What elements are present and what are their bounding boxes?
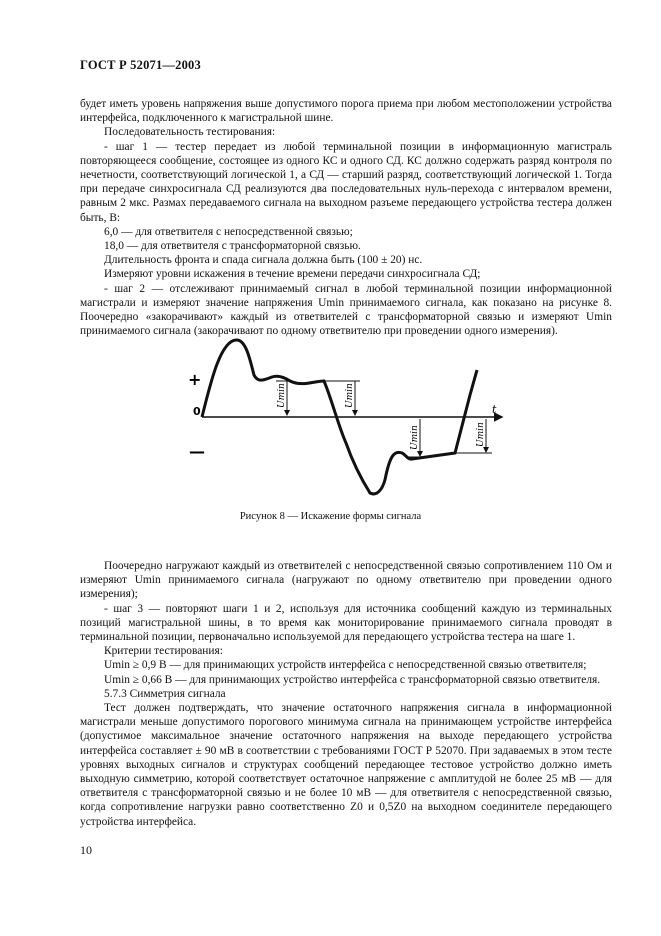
paragraph: - шаг 1 — тестер передает из любой терминальной позиции в информационную магистраль повторяющееся сообщение, состоящее из одного КС и одного СД. КС должно содержать разряд контроля по нечетности, соответствующий логической 1, а СД — старший разряд, соответствующий логической 1. Тогда при передаче синхросигнала СД реализуются два последовательных нуль-перехода с интервалом времени, равным 2 мкс. Размах передаваемого сигнала на выходном разъеме передающего устройства тестера должен быть, В: [80,140,612,224]
paragraph: 5.7.3 Симметрия сигнала [104,687,226,700]
figure-signal-distortion [180,325,510,500]
paragraph: Umin ≥ 0,9 В — для принимающих устройств интерфейса с непосредственной связью ответвителя; [104,659,587,672]
paragraph: Измеряют уровни искажения в течение времени передачи синхросигнала СД; [104,268,481,281]
paragraph: будет иметь уровень напряжения выше допустимого порога приема при любом местоположении устройства интерфейса, подключенного к магистральной шине. [80,98,612,125]
umin-label-2: Umin [345,383,355,408]
paragraph: Длительность фронта и спада сигнала должна быть (100 ± 20) нс. [104,254,423,267]
paragraph: - шаг 3 — повторяют шаги 1 и 2, используя для источника сообщений каждую из терминальных позиций магистральной шины, в то время как мониторирование принимаемого сигнала проводят в терминальной позиции, первоначально используемой для передающего устройства тестера на шаге 1. [80,602,612,644]
paragraph: - шаг 2 — отслеживают принимаемый сигнал в любой терминальной позиции информационной магистрали и измеряют значение напряжения Umin принимаемого сигнала, как показано на рисунке 8. Поочередно «закорачивают» каждый из ответвителей с трансформаторной связью и измеряют Umin принимаемого сигнала (закорачивают по одному ответвителю при проведении одного измерения). [80,282,612,338]
minus-label: — [189,442,205,461]
body-text-section-2 [80,559,612,829]
umin-label-4: Umin [476,422,486,447]
waveform-diagram [180,325,510,500]
plus-label: + [188,370,202,389]
axis-t-label: t [492,403,497,416]
figure-caption: Рисунок 8 — Искажение формы сигнала [239,511,422,522]
umin-label-3: Umin [410,425,420,450]
page-number: 10 [80,843,92,857]
paragraph: Последовательность тестирования: [104,126,276,139]
paragraph: Тест должен подтверждать, что значение остаточного напряжения сигнала в информационной магистрали меньше допустимого порогового минимума сигнала на принимающем устройстве интерфейса (допустимое максимальное значение остаточного напряжения на выходе передающего устройства интерфейса составляет ± 90 мВ в соответствии с требованиями ГОСТ Р 52070. При задаваемых в этом тесте уровнях выходных сигналов и структурах сообщений передающее тестовое устройство должно иметь выходную симметрию, которой соответствует остаточное напряжение с амплитудой не более 25 мВ — для ответвителя с трансформаторной связью и не более 10 мВ — для ответвителя с непосредственной связью, когда сопротивление нагрузки равно соответственно Z0 и 0,5Z0 на выходном соединителе передающего устройства интерфейса. [80,702,612,828]
zero-label: 0 [193,405,201,418]
body-text-section-1 [80,97,612,338]
paragraph: 18,0 — для ответвителя с трансформаторной связью. [104,240,361,253]
document-header: ГОСТ Р 52071—2003 [80,58,201,72]
paragraph: Поочередно нагружают каждый из ответвителей с непосредственной связью сопротивлением 110 Ом и измеряют Umin принимаемого сигнала (нагружают по одному ответвителю при проведении одного измерения); [80,560,612,601]
paragraph: 6,0 — для ответвителя с непосредственной связью; [104,225,353,238]
paragraph: Umin ≥ 0,66 В — для принимающих устройство интерфейса с трансформаторной связью ответвителя. [104,673,601,686]
paragraph: Критерии тестирования: [104,645,223,658]
umin-label-1: Umin [277,383,287,408]
